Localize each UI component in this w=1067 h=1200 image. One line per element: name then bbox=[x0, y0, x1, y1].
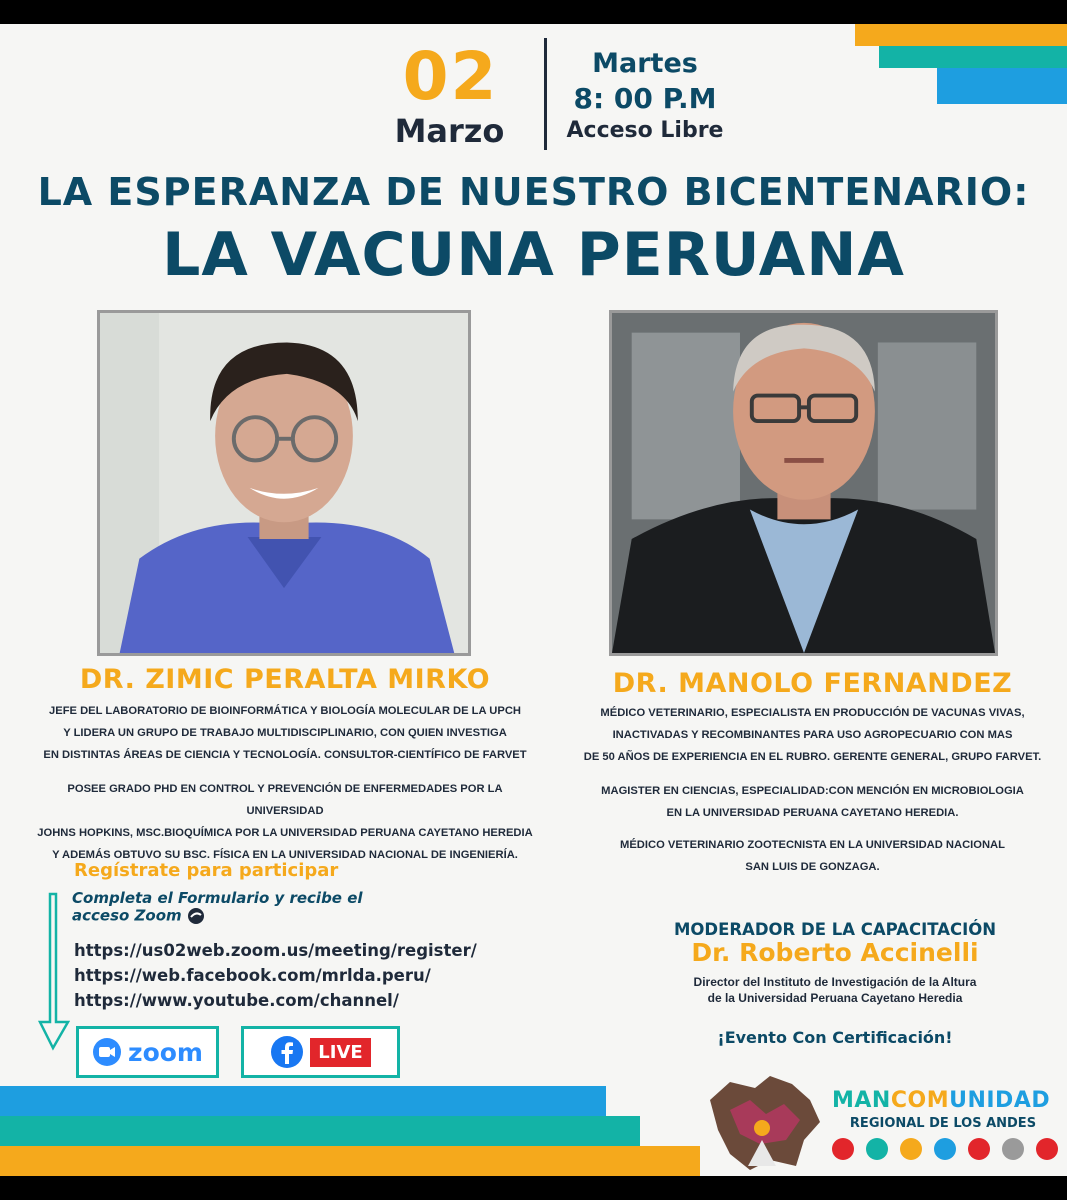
organizer-part: MAN bbox=[832, 1088, 891, 1113]
andes-region-map-icon bbox=[700, 1070, 828, 1174]
decor-stripe-teal bbox=[879, 46, 1067, 68]
arrow-down-icon bbox=[36, 892, 70, 1052]
bio-line: POSEE GRADO PHD EN CONTROL Y PREVENCIÓN DE ENFERMEDADES POR LA UNIVERSIDAD bbox=[67, 783, 503, 817]
bio-line: JEFE DEL LABORATORIO DE BIOINFORMÁTICA Y BIOLOGÍA MOLECULAR DE LA UPCH bbox=[49, 705, 521, 717]
event-poster bbox=[0, 24, 1067, 1176]
partner-logo-icon bbox=[900, 1138, 922, 1160]
bio-line: EN LA UNIVERSIDAD PERUANA CAYETANO HEREDIA. bbox=[666, 807, 959, 819]
event-time: 8: 00 P.M bbox=[573, 82, 717, 115]
register-links bbox=[74, 938, 477, 1013]
event-weekday: Martes bbox=[592, 48, 698, 79]
decor-stripe-blue bbox=[937, 68, 1067, 104]
register-subtitle-text: Completa el Formulario y recibe el acceso Zoom bbox=[72, 889, 363, 925]
bio-line: MÉDICO VETERINARIO, ESPECIALISTA EN PRODUCCIÓN DE VACUNAS VIVAS, bbox=[600, 707, 1025, 719]
bio-line: DE 50 AÑOS DE EXPERIENCIA EN EL RUBRO. GERENTE GENERAL, GRUPO FARVET. bbox=[583, 751, 1042, 763]
hand-pointer-icon bbox=[187, 907, 205, 925]
register-subtitle bbox=[72, 890, 392, 925]
event-access: Acceso Libre bbox=[566, 118, 724, 143]
zoom-button[interactable] bbox=[76, 1026, 219, 1078]
bio-line: MÉDICO VETERINARIO ZOOTECNISTA EN LA UNIVERSIDAD NACIONAL bbox=[620, 839, 1005, 851]
speaker-2-bio-3 bbox=[560, 834, 1065, 878]
organizer-part: UNIDAD bbox=[949, 1088, 1051, 1113]
bio-line: MAGISTER EN CIENCIAS, ESPECIALIDAD:CON MENCIÓN EN MICROBIOLOGIA bbox=[601, 785, 1024, 797]
moderator-description bbox=[640, 974, 1030, 1006]
bio-line: JOHNS HOPKINS, MSC.BIOQUÍMICA POR LA UNIVERSIDAD PERUANA CAYETANO HEREDIA bbox=[37, 827, 533, 839]
bio-line: Y LIDERA UN GRUPO DE TRABAJO MULTIDISCIPLINARIO, CON QUIEN INVESTIGA bbox=[63, 727, 507, 739]
speaker-1-bio-2 bbox=[30, 778, 540, 866]
moderator-label: MODERADOR DE LA CAPACITACIÓN bbox=[673, 920, 997, 939]
event-month: Marzo bbox=[394, 112, 505, 150]
bio-line: SAN LUIS DE GONZAGA. bbox=[745, 861, 880, 873]
partner-logo-icon bbox=[968, 1138, 990, 1160]
speaker-1-bio-1 bbox=[30, 700, 540, 766]
live-label: LIVE bbox=[310, 1038, 370, 1067]
decor-stripe-orange-bottom bbox=[0, 1146, 700, 1176]
zoom-label: zoom bbox=[128, 1037, 203, 1067]
facebook-icon bbox=[270, 1035, 304, 1069]
speaker-name-1: DR. ZIMIC PERALTA MIRKO bbox=[79, 664, 491, 695]
partner-logo-icon bbox=[866, 1138, 888, 1160]
decor-stripe-teal-bottom bbox=[0, 1116, 640, 1146]
partner-logo-icon bbox=[832, 1138, 854, 1160]
decor-stripe-blue-bottom bbox=[0, 1086, 606, 1116]
speaker-name-2: DR. MANOLO FERNANDEZ bbox=[612, 668, 1013, 699]
poster-title-line1: LA ESPERANZA DE NUESTRO BICENTENARIO: bbox=[37, 170, 1030, 214]
register-title: Regístrate para participar bbox=[74, 860, 339, 881]
moderator-name: Dr. Roberto Accinelli bbox=[691, 938, 979, 967]
facebook-link[interactable]: https://web.facebook.com/mrlda.peru/ bbox=[74, 966, 431, 985]
partner-logos bbox=[832, 1136, 1058, 1162]
decor-stripe-orange bbox=[855, 24, 1067, 46]
partner-logo-icon bbox=[1002, 1138, 1024, 1160]
date-divider bbox=[544, 38, 547, 150]
poster-title-line2: LA VACUNA PERUANA bbox=[162, 220, 905, 290]
moderator-desc-line: de la Universidad Peruana Cayetano Heredia bbox=[707, 991, 963, 1005]
organizer-region: REGIONAL DE LOS ANDES bbox=[849, 1116, 1037, 1131]
zoom-register-link[interactable]: https://us02web.zoom.us/meeting/register/ bbox=[74, 941, 477, 960]
organizer-part: COM bbox=[890, 1088, 950, 1113]
bio-line: EN DISTINTAS ÁREAS DE CIENCIA Y TECNOLOGÍA. CONSULTOR-CIENTÍFICO DE FARVET bbox=[43, 749, 527, 761]
speaker-photo-2 bbox=[609, 310, 998, 656]
partner-logo-icon bbox=[1036, 1138, 1058, 1160]
speaker-photo-1 bbox=[97, 310, 471, 656]
zoom-camera-icon bbox=[92, 1037, 122, 1067]
youtube-link[interactable]: https://www.youtube.com/channel/ bbox=[74, 991, 399, 1010]
facebook-live-button[interactable] bbox=[241, 1026, 400, 1078]
speaker-2-bio-1 bbox=[560, 702, 1065, 768]
bio-line: Y ADEMÁS OBTUVO SU BSC. FÍSICA EN LA UNIVERSIDAD NACIONAL DE INGENIERÍA. bbox=[52, 849, 518, 861]
moderator-desc-line: Director del Instituto de Investigación de la Altura bbox=[693, 975, 977, 989]
bio-line: INACTIVADAS Y RECOMBINANTES PARA USO AGROPECUARIO CON MAS bbox=[612, 729, 1013, 741]
event-day: 02 bbox=[402, 38, 499, 115]
partner-logo-icon bbox=[934, 1138, 956, 1160]
certification-note: ¡Evento Con Certificación! bbox=[717, 1028, 953, 1047]
organizer-logo-text bbox=[832, 1088, 1062, 1113]
speaker-2-bio-2 bbox=[560, 780, 1065, 824]
